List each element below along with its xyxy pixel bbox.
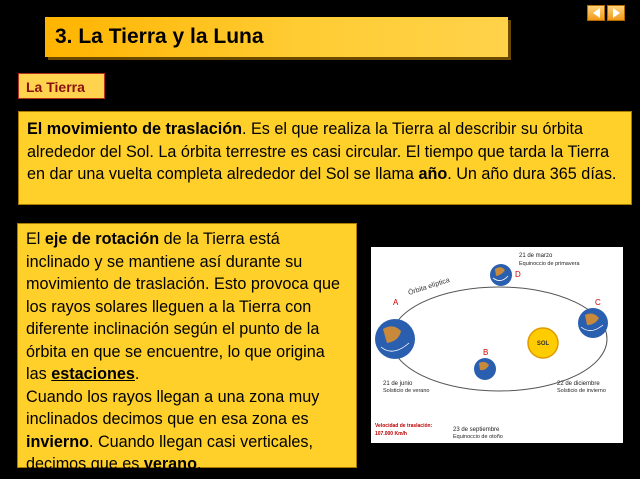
- arrow-left-icon: [593, 8, 600, 18]
- traslacion-end: . Un año dura 365 días.: [447, 165, 617, 183]
- position-a-label: A: [393, 298, 399, 307]
- verano-term: verano: [143, 455, 197, 473]
- sun-label: SOL: [536, 341, 550, 347]
- arrow-right-icon: [613, 8, 620, 18]
- estaciones-link[interactable]: estaciones: [51, 365, 135, 383]
- page-title: 3. La Tierra y la Luna: [55, 25, 264, 48]
- title-bar: [45, 17, 508, 57]
- rotacion-text-6: .: [196, 455, 202, 473]
- orbit-ellipse: [391, 287, 607, 391]
- sept-date: 23 de septiembre: [453, 427, 500, 433]
- orbit-label: Órbita elíptica: [407, 276, 451, 297]
- march-event: Equinoccio de primavera: [519, 261, 580, 267]
- rotacion-box: [17, 223, 357, 473]
- rotacion-text-2: de la Tierra está inclinado y se mantiene así durante su movimiento de traslación. Esto provoca que los rayos solares lleguen a la Tierra con diferente inclinación según el punto de la órbita en que se encuentre, lo que origina las: [26, 230, 341, 383]
- position-b-label: B: [483, 348, 489, 357]
- eje-term: eje de rotación: [44, 230, 160, 248]
- earth-c-icon: [578, 308, 608, 338]
- next-button[interactable]: [607, 5, 625, 21]
- ano-term: año: [418, 165, 448, 183]
- invierno-term: invierno: [26, 432, 89, 451]
- traslacion-text: . Es el que realiza la Tierra al describir su órbita alrededor del Sol. La órbita terrestre es casi circular. El tiempo que tarda la Tierra en dar una vuelta completa alrededor del Sol se llama: [27, 120, 610, 183]
- speed-value: 107.000 Km/h: [375, 431, 407, 437]
- earth-d-icon: [490, 264, 512, 286]
- previous-button[interactable]: [587, 5, 605, 21]
- earth-a-icon: [375, 319, 415, 359]
- orbit-diagram-svg: [371, 247, 623, 443]
- june-event: Solsticio de verano: [383, 388, 430, 394]
- rotacion-text-5: . Cuando llegan casi verticales, decimos que es: [26, 432, 314, 473]
- rotacion-text-3: .: [134, 365, 140, 383]
- rotacion-text-4: Cuando los rayos llegan a una zona muy inclinados decimos que en esa zona es: [26, 387, 320, 428]
- march-date: 21 de marzo: [519, 253, 553, 259]
- orbit-diagram: [371, 247, 623, 443]
- section-label-text: La Tierra: [26, 79, 85, 95]
- position-d-label: D: [515, 270, 521, 279]
- june-date: 21 de junio: [383, 381, 413, 387]
- speed-label: Velocidad de traslación:: [375, 423, 433, 429]
- sept-event: Equinoccio de otoño: [453, 434, 503, 440]
- section-label: [18, 73, 105, 99]
- position-c-label: C: [595, 298, 601, 307]
- traslacion-box: [18, 111, 632, 205]
- dec-date: 22 de diciembre: [557, 381, 600, 387]
- rotacion-text-1: El: [26, 230, 45, 248]
- earth-b-icon: [474, 358, 496, 380]
- dec-event: Solsticio de invierno: [557, 388, 606, 394]
- traslacion-term: El movimiento de traslación: [27, 120, 242, 138]
